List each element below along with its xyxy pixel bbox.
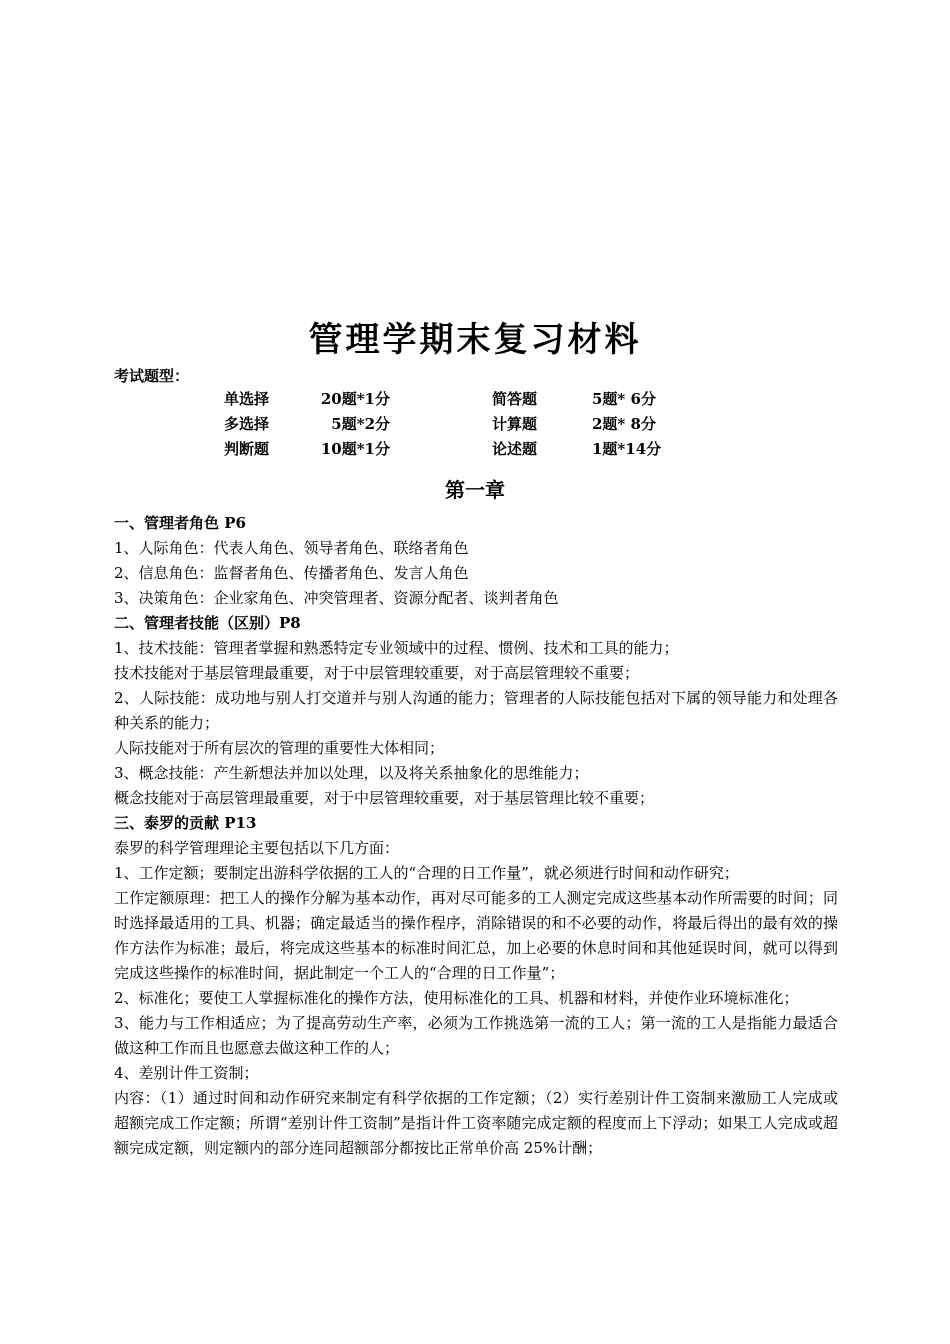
exam-type: 简答题 <box>492 390 538 408</box>
exam-count: 1题*14分 <box>592 440 662 458</box>
paragraph: 泰罗的科学管理理论主要包括以下几方面： <box>114 839 400 857</box>
paragraph: 1、人际角色：代表人角色、领导者角色、联络者角色 <box>114 539 469 557</box>
paragraph: 3、决策角色：企业家角色、冲突管理者、资源分配者、谈判者角色 <box>114 589 559 607</box>
paragraph: 人际技能对于所有层次的管理的重要性大体相同； <box>114 739 445 757</box>
paragraph: 内容：（1）通过时间和动作研究来制定有科学依据的工作定额；（2）实行差别计件工资制来激励工人完成或超额完成工作定额；所谓“差别计件工资制”是指计件工资率随完成定额的程度而上下浮动；如果工人完成或超额完成定额，则定额内的部分连同超额部分都按比正常单价高 25%计酬； <box>114 1089 838 1157</box>
exam-count: 20题*1分 <box>320 390 390 408</box>
exam-type: 论述题 <box>492 440 538 458</box>
section-heading: 二、管理者技能（区别）P8 <box>114 614 301 632</box>
exam-row <box>0 388 950 413</box>
paragraph: 3、能力与工作相适应；为了提高劳动生产率，必须为工作挑选第一流的工人；第一流的工人是指能力最适合做这种工作而且也愿意去做这种工作的人； <box>114 1014 838 1057</box>
paragraph: 2、信息角色：监督者角色、传播者角色、发言人角色 <box>114 564 469 582</box>
exam-count: 10题*1分 <box>320 440 390 458</box>
exam-types-label: 考试题型： <box>114 367 190 385</box>
paragraph: 概念技能对于高层管理最重要，对于中层管理较重要，对于基层管理比较不重要； <box>114 789 655 807</box>
paragraph: 3、概念技能：产生新想法并加以处理，以及将关系抽象化的思维能力； <box>114 764 589 782</box>
exam-count: 5题* 6分 <box>592 390 656 408</box>
paragraph: 2、标准化；要使工人掌握标准化的操作方法，使用标准化的工具、机器和材料，并使作业环境标准化； <box>114 989 799 1007</box>
exam-types-table <box>0 388 950 463</box>
section-heading: 一、管理者角色 P6 <box>114 514 246 532</box>
exam-type: 多选择 <box>224 415 270 433</box>
document-title: 管理学期末复习材料 <box>308 320 642 360</box>
chapter-body <box>114 511 838 1161</box>
exam-row <box>0 438 950 463</box>
exam-count: 5题*2分 <box>331 415 390 433</box>
paragraph: 1、技术技能：管理者掌握和熟悉特定专业领域中的过程、惯例、技术和工具的能力； <box>114 639 679 657</box>
exam-type: 计算题 <box>492 415 538 433</box>
exam-type: 判断题 <box>224 440 270 458</box>
section-heading: 三、泰罗的贡献 P13 <box>114 814 257 832</box>
exam-count: 2题* 8分 <box>592 415 656 433</box>
paragraph: 2、人际技能：成功地与别人打交道并与别人沟通的能力；管理者的人际技能包括对下属的领导能力和处理各种关系的能力； <box>114 689 838 732</box>
exam-type: 单选择 <box>224 390 270 408</box>
paragraph: 4、差别计件工资制； <box>114 1064 259 1082</box>
paragraph: 工作定额原理：把工人的操作分解为基本动作，再对尽可能多的工人测定完成这些基本动作所需要的时间；同时选择最适用的工具、机器；确定最适当的操作程序，消除错误的和不必要的动作，将最后得出的最有效的操作方法作为标准；最后，将完成这些基本的标准时间汇总，加上必要的休息时间和其他延误时间，就可以得到完成这些操作的标准时间，据此制定一个工人的“合理的日工作量”； <box>114 889 838 982</box>
chapter-heading: 第一章 <box>445 478 505 502</box>
exam-row <box>0 413 950 438</box>
paragraph: 技术技能对于基层管理最重要，对于中层管理较重要，对于高层管理较不重要； <box>114 664 640 682</box>
paragraph: 1、工作定额；要制定出游科学依据的工人的“合理的日工作量”，就必须进行时间和动作研究； <box>114 864 739 882</box>
